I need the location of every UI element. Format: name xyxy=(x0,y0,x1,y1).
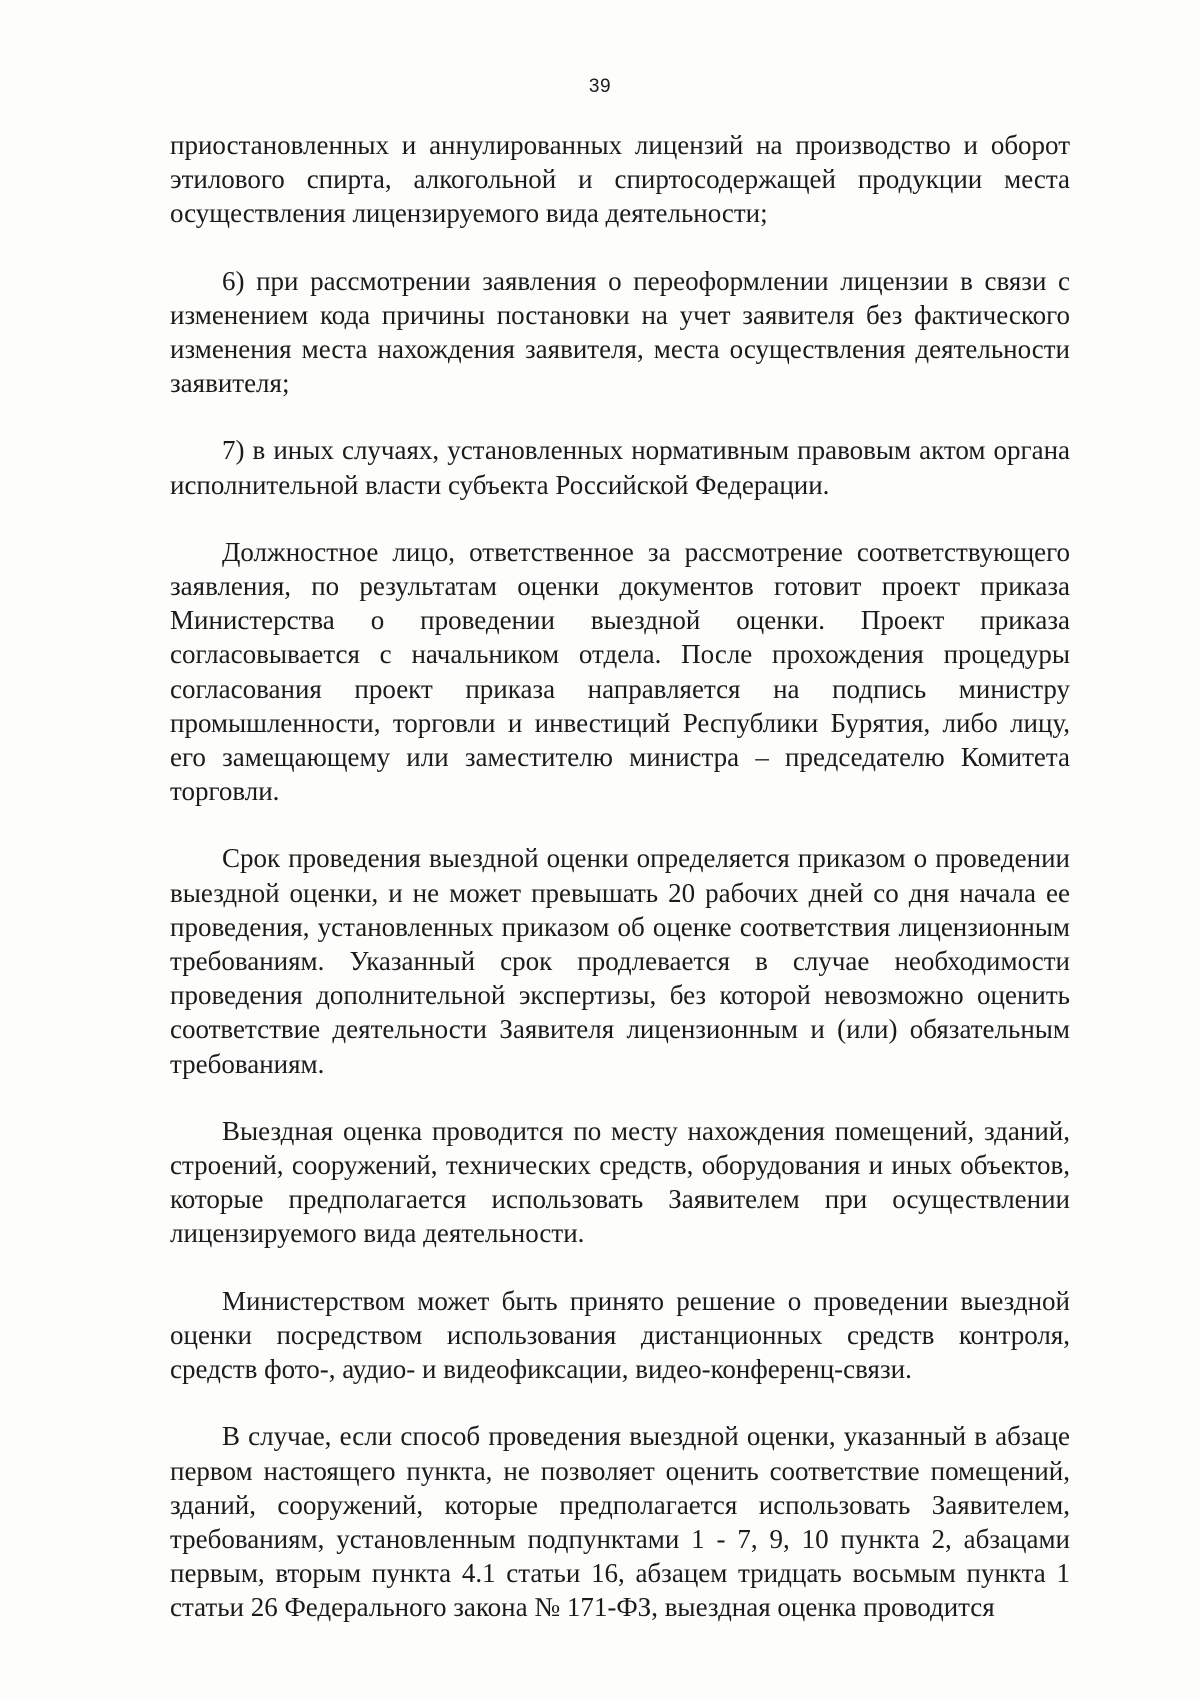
page-number: 39 xyxy=(588,76,612,97)
document-body xyxy=(170,128,1070,1658)
paragraph-remote-assessment: Министерством может быть принято решение о проведении выездной оценки посредством использования дистанционных средств контроля, средств фото-, аудио- и видеофиксации, видео-конференц-связи. xyxy=(170,1285,1070,1385)
paragraph-official-responsible: Должностное лицо, ответственное за рассмотрение соответствующего заявления, по результатам оценки документов готовит проект приказа Министерства о проведении выездной оценки. Проект приказа согласовывается с начальником отдела. После прохождения процедуры согласования проект приказа направляется на подпись министру промышленности, торговли и инвестиций Республики Бурятия, либо лицу, его замещающему или заместителю министра – председателю Комитета торговли. xyxy=(170,536,1070,807)
paragraph-assessment-term: Срок проведения выездной оценки определяется приказом о проведении выездной оценки, и не может превышать 20 рабочих дней со дня начала ее проведения, установленных приказом об оценке соответствия лицензионным требованиям. Указанный срок продлевается в случае необходимости проведения дополнительной экспертизы, без которой невозможно оценить соответствие деятельности Заявителя лицензионным и (или) обязательным требованиям. xyxy=(170,843,1070,1079)
paragraph-assessment-method: В случае, если способ проведения выездной оценки, указанный в абзаце первом настоящего пункта, не позволяет оценить соответствие помещений, зданий, сооружений, которые предполагается использовать Заявителем, требованиям, установленным подпунктами 1 - 7, 9, 10 пункта 2, абзацами первым, вторым пункта 4.1 статьи 16, абзацем тридцать восьмым пункта 1 статьи 26 Федерального закона № 171-ФЗ, выездная оценка проводится xyxy=(170,1421,1070,1623)
paragraph-continued: приостановленных и аннулированных лицензий на производство и оборот этилового спирта, алкогольной и спиртосодержащей продукции места осуществления лицензируемого вида деятельности; xyxy=(170,130,1070,229)
paragraph-item-7: 7) в иных случаях, установленных нормативным правовым актом органа исполнительной власти субъекта Российской Федерации. xyxy=(170,435,1070,500)
paragraph-assessment-location: Выездная оценка проводится по месту нахождения помещений, зданий, строений, сооружений, технических средств, оборудования и иных объектов, которые предполагается использовать Заявителем при осуществлении лицензируемого вида деятельности. xyxy=(170,1115,1070,1249)
paragraph-item-6: 6) при рассмотрении заявления о переоформлении лицензии в связи с изменением кода причины постановки на учет заявителя без фактического изменения места нахождения заявителя, места осуществления деятельности заявителя; xyxy=(170,265,1070,399)
